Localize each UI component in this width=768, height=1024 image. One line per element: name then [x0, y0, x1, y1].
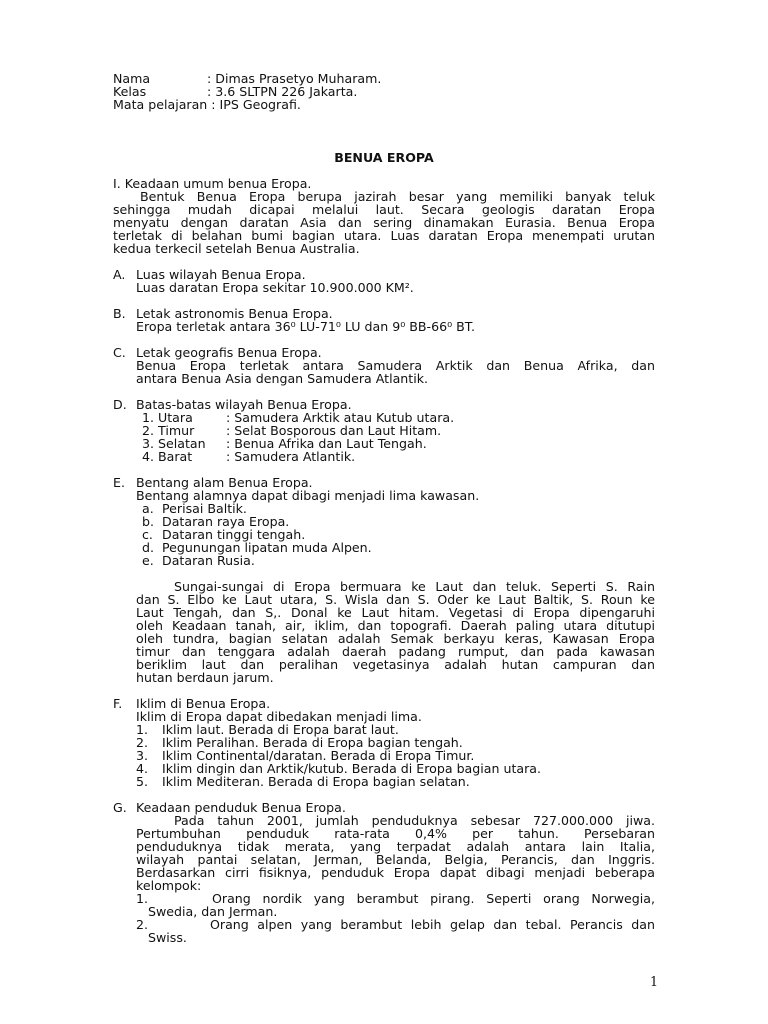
climate-marker: 4. — [136, 761, 149, 776]
climate-marker: 1. — [136, 722, 149, 737]
section-g-marker: G. — [113, 800, 127, 815]
climate-item: Iklim Continental/daratan. Berada di Eropa Timur. — [162, 748, 475, 763]
section-c-line: antara Benua Asia dengan Samudera Atlantik. — [136, 371, 429, 386]
landform-marker: a. — [142, 501, 154, 516]
nama-label: Nama — [113, 71, 151, 86]
border-label-timur: 2. Timur — [142, 423, 195, 438]
population-line: kelompok: — [136, 878, 202, 893]
border-label-utara: 1. Utara — [142, 410, 193, 425]
population-line: penduduknya tidak merata, yang terpadat adalah antara lain Italia, — [136, 839, 655, 854]
border-label-selatan: 3. Selatan — [142, 436, 206, 451]
landform-item: Pegunungan lipatan muda Alpen. — [162, 540, 372, 555]
population-line: wilayah pantai selatan, Jerman, Belanda, Belgia, Perancis, dan Inggris. — [136, 852, 655, 867]
rivers-paragraph-line: beriklim laut dan peralihan vegetasinya adalah hutan campuran dan — [136, 657, 655, 672]
population-line: Pada tahun 2001, jumlah penduduknya sebesar 727.000.000 jiwa. — [174, 813, 655, 828]
nama-value: : Dimas Prasetyo Muharam. — [207, 71, 382, 86]
section-e-heading: Bentang alam Benua Eropa. — [136, 475, 313, 490]
section-i-line: kedua terkecil setelah Benua Australia. — [113, 241, 360, 256]
climate-item: Iklim dingin dan Arktik/kutub. Berada di Eropa bagian utara. — [162, 761, 542, 776]
group-item-cont: Swiss. — [148, 930, 187, 945]
section-b-text: Eropa terletak antara 36⁰ LU-71⁰ LU dan 9⁰ BB-66⁰ BT. — [136, 319, 476, 334]
section-e-marker: E. — [113, 475, 125, 490]
section-e-intro: Bentang alamnya dapat dibagi menjadi lima kawasan. — [136, 488, 480, 503]
landform-item: Dataran raya Eropa. — [162, 514, 290, 529]
border-value-timur: : Selat Bosporous dan Laut Hitam. — [226, 423, 442, 438]
landform-item: Perisai Baltik. — [162, 501, 247, 516]
section-b-heading: Letak astronomis Benua Eropa. — [136, 306, 333, 321]
border-value-selatan: : Benua Afrika dan Laut Tengah. — [226, 436, 427, 451]
section-i-line: sehingga mudah dicapai melalui laut. Secara geologis daratan Eropa — [113, 202, 655, 217]
climate-item: Iklim laut. Berada di Eropa barat laut. — [162, 722, 399, 737]
section-a-text: Luas daratan Eropa sekitar 10.900.000 KM². — [136, 280, 414, 295]
landform-marker: b. — [142, 514, 154, 529]
rivers-paragraph-line: Laut Tengah, dan S,. Donal ke Laut hitam. Vegetasi di Eropa dipengaruhi — [136, 605, 655, 620]
rivers-paragraph-line: oleh tundra, bagian selatan adalah Semak berkayu keras, Kawasan Eropa — [136, 631, 655, 646]
mata-pelajaran: Mata pelajaran : IPS Geografi. — [113, 97, 301, 112]
section-d-marker: D. — [113, 397, 127, 412]
rivers-paragraph-line: hutan berdaun jarum. — [136, 670, 274, 685]
group-item: Orang nordik yang berambut pirang. Seperti orang Norwegia, — [212, 891, 655, 906]
rivers-paragraph-line: timur dan tenggara adalah daerah padang rumput, dan pada kawasan — [136, 644, 655, 659]
section-c-line: Benua Eropa terletak antara Samudera Arktik dan Benua Afrika, dan — [136, 358, 655, 373]
section-i-line: terletak di belahan bumi bagian utara. Luas daratan Eropa menempati urutan — [113, 228, 655, 243]
section-g-heading: Keadaan penduduk Benua Eropa. — [136, 800, 346, 815]
border-value-barat: : Samudera Atlantik. — [226, 449, 356, 464]
landform-marker: e. — [142, 553, 154, 568]
section-f-intro: Iklim di Eropa dapat dibedakan menjadi lima. — [136, 709, 422, 724]
landform-marker: c. — [142, 527, 153, 542]
rivers-paragraph-line: dan S. Elbo ke Laut utara, S. Wisla dan S. Oder ke Laut Baltik, S. Roun ke — [136, 592, 655, 607]
section-f-heading: Iklim di Benua Eropa. — [136, 696, 271, 711]
section-i-line: menyatu dengan daratan Asia dan sering dinamakan Eurasia. Benua Eropa — [113, 215, 655, 230]
border-label-barat: 4. Barat — [142, 449, 193, 464]
group-marker: 1. — [136, 891, 149, 906]
landform-marker: d. — [142, 540, 154, 555]
section-f-marker: F. — [113, 696, 123, 711]
population-line: Berdasarkan cirri fisiknya, penduduk Eropa dapat dibagi menjadi beberapa — [136, 865, 655, 880]
section-c-heading: Letak geografis Benua Eropa. — [136, 345, 322, 360]
climate-item: Iklim Peralihan. Berada di Eropa bagian tengah. — [162, 735, 463, 750]
group-marker: 2. — [136, 917, 149, 932]
landform-item: Dataran tinggi tengah. — [162, 527, 306, 542]
rivers-paragraph-line: oleh Keadaan tanah, air, iklim, dan topografi. Daerah paling utara ditutupi — [136, 618, 655, 633]
kelas-value: : 3.6 SLTPN 226 Jakarta. — [207, 84, 358, 99]
page-number: 1 — [650, 974, 659, 989]
group-item-cont: Swedia, dan Jerman. — [148, 904, 278, 919]
landform-item: Dataran Rusia. — [162, 553, 255, 568]
section-c-marker: C. — [113, 345, 126, 360]
climate-marker: 3. — [136, 748, 149, 763]
section-i-line: Bentuk Benua Eropa berupa jazirah besar yang memiliki banyak teluk — [140, 189, 655, 204]
climate-marker: 2. — [136, 735, 149, 750]
kelas-label: Kelas — [113, 84, 147, 99]
section-i-heading: I. Keadaan umum benua Eropa. — [113, 176, 312, 191]
section-a-marker: A. — [113, 267, 126, 282]
section-a-heading: Luas wilayah Benua Eropa. — [136, 267, 306, 282]
population-line: Pertumbuhan penduduk rata-rata 0,4% per tahun. Persebaran — [136, 826, 655, 841]
section-d-heading: Batas-batas wilayah Benua Eropa. — [136, 397, 352, 412]
document-title: BENUA EROPA — [334, 150, 434, 165]
climate-marker: 5. — [136, 774, 149, 789]
section-b-marker: B. — [113, 306, 126, 321]
group-item: Orang alpen yang berambut lebih gelap dan tebal. Perancis dan — [210, 917, 655, 932]
border-value-utara: : Samudera Arktik atau Kutub utara. — [226, 410, 455, 425]
rivers-paragraph-line: Sungai-sungai di Eropa bermuara ke Laut dan teluk. Seperti S. Rain — [174, 579, 655, 594]
climate-item: Iklim Mediteran. Berada di Eropa bagian selatan. — [162, 774, 470, 789]
